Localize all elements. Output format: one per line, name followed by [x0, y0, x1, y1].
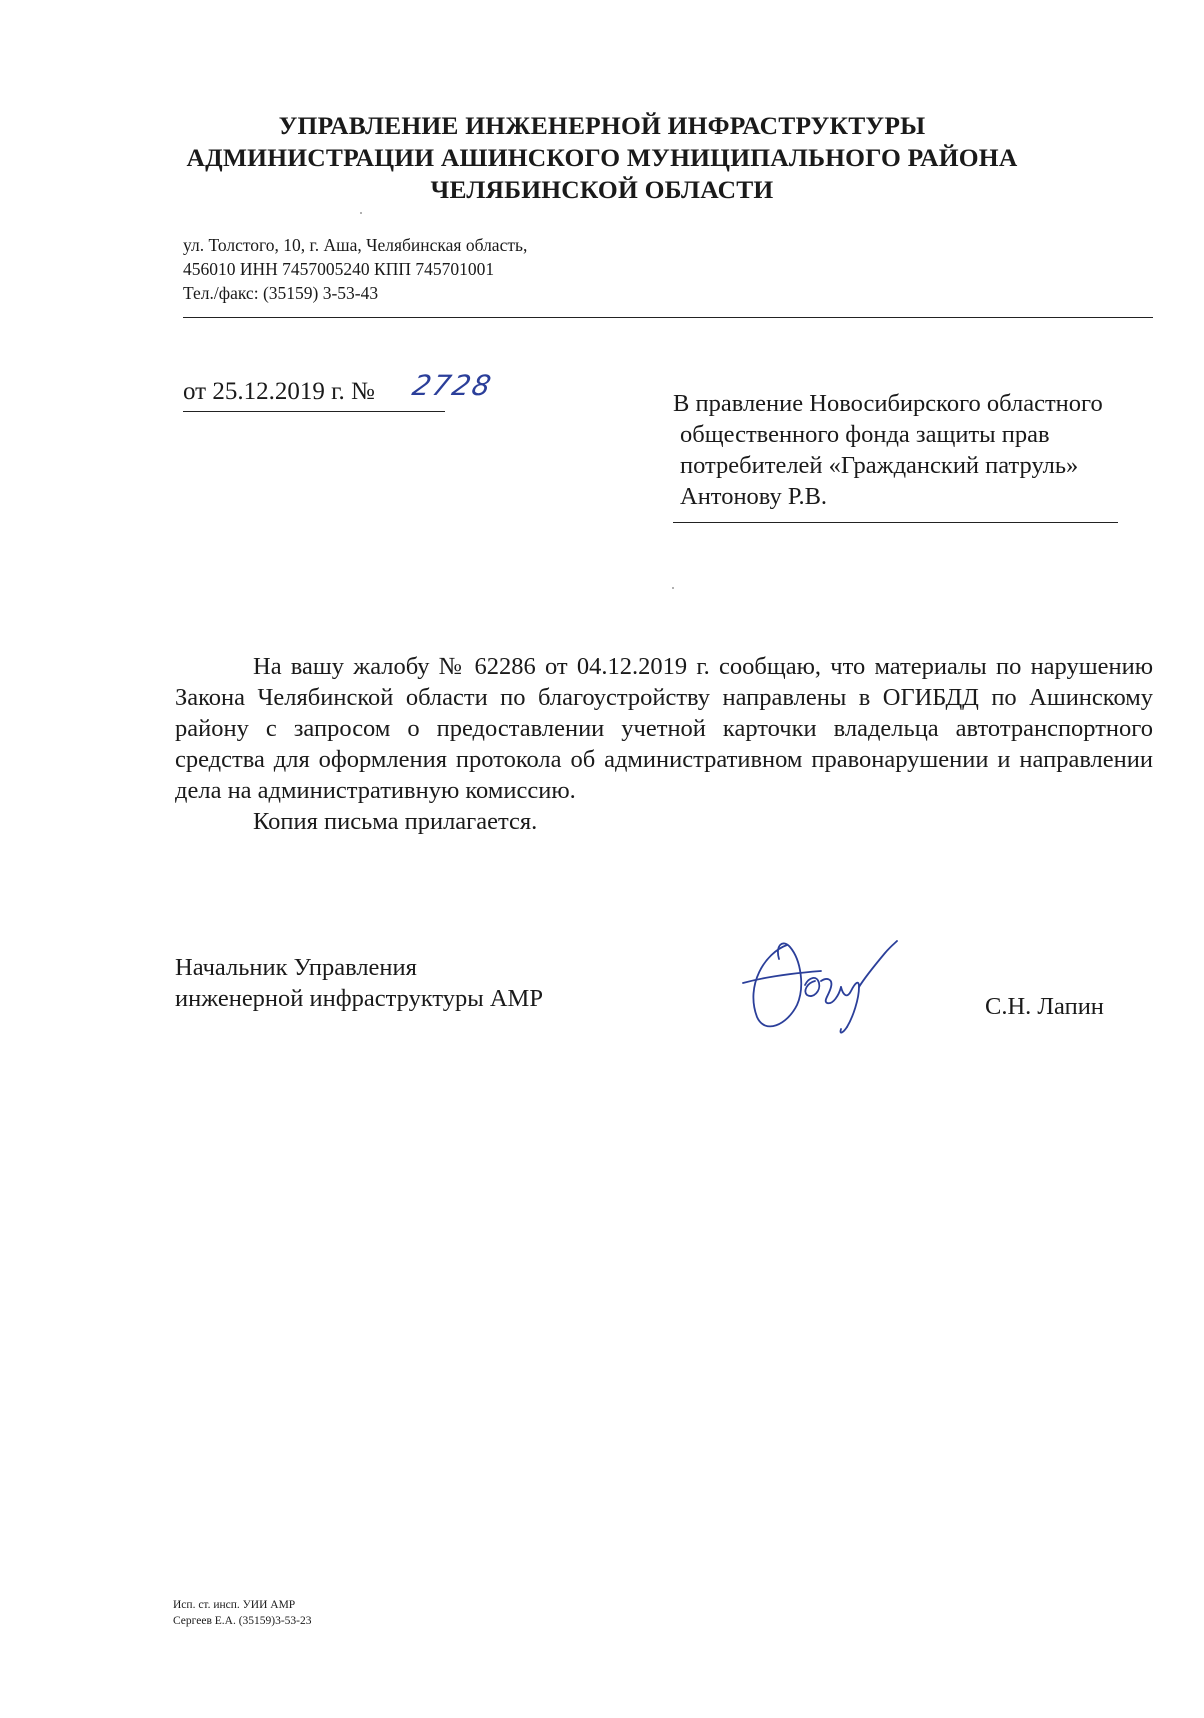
addressee-underline: [673, 522, 1118, 523]
executor-line-1: Исп. ст. инсп. УИИ АМР: [173, 1599, 296, 1611]
body-paragraph-1: На вашу жалобу № 62286 от 04.12.2019 г. сообщаю, что материалы по нарушению Закона Челябинской области по благоустройству направлены в ОГИБДД по Ашинскому району с запросом о предоставлении учетной карточки владельца автотранспортного средства для оформления протокола об административном правонарушении и направлении дела на административную комиссию.: [175, 653, 1153, 804]
header-line-1: УПРАВЛЕНИЕ ИНЖЕНЕРНОЙ ИНФРАСТРУКТУРЫ: [278, 111, 926, 140]
reference-number: 2728: [409, 369, 496, 402]
signatory-title-line-2: инженерной инфраструктуры АМР: [175, 985, 543, 1012]
addressee-line-4: Антонову Р.В.: [680, 483, 828, 510]
letter-body: [175, 651, 1153, 837]
scan-speck: [360, 212, 362, 214]
handwritten-signature: [735, 925, 905, 1040]
executor-line-2: Сергеев Е.А. (35159)3-53-23: [173, 1615, 312, 1627]
reference-date: от 25.12.2019 г. №: [183, 378, 375, 405]
scan-speck: [672, 587, 674, 589]
reference-underline: [183, 411, 445, 412]
addressee-line-1: В правление Новосибирского областного: [673, 390, 1103, 417]
address-line-3: Тел./факс: (35159) 3-53-43: [183, 283, 379, 303]
addressee-line-2: общественного фонда защиты прав: [680, 421, 1050, 448]
organization-header: [0, 110, 1204, 206]
header-line-3: ЧЕЛЯБИНСКОЙ ОБЛАСТИ: [430, 175, 774, 204]
header-line-2: АДМИНИСТРАЦИИ АШИНСКОГО МУНИЦИПАЛЬНОГО РАЙОНА: [186, 143, 1018, 172]
addressee-block: [673, 388, 1103, 512]
organization-address: [183, 233, 527, 305]
signatory-title-line-1: Начальник Управления: [175, 954, 417, 981]
body-paragraph-2: Копия письма прилагается.: [253, 808, 538, 835]
addressee-line-3: потребителей «Гражданский патруль»: [680, 452, 1079, 479]
signatory-title: [175, 952, 543, 1014]
header-divider: [183, 317, 1153, 318]
executor-info: [173, 1597, 312, 1629]
address-line-2: 456010 ИНН 7457005240 КПП 745701001: [183, 259, 495, 279]
address-line-1: ул. Толстого, 10, г. Аша, Челябинская область,: [183, 235, 528, 255]
signatory-name: С.Н. Лапин: [985, 993, 1104, 1020]
